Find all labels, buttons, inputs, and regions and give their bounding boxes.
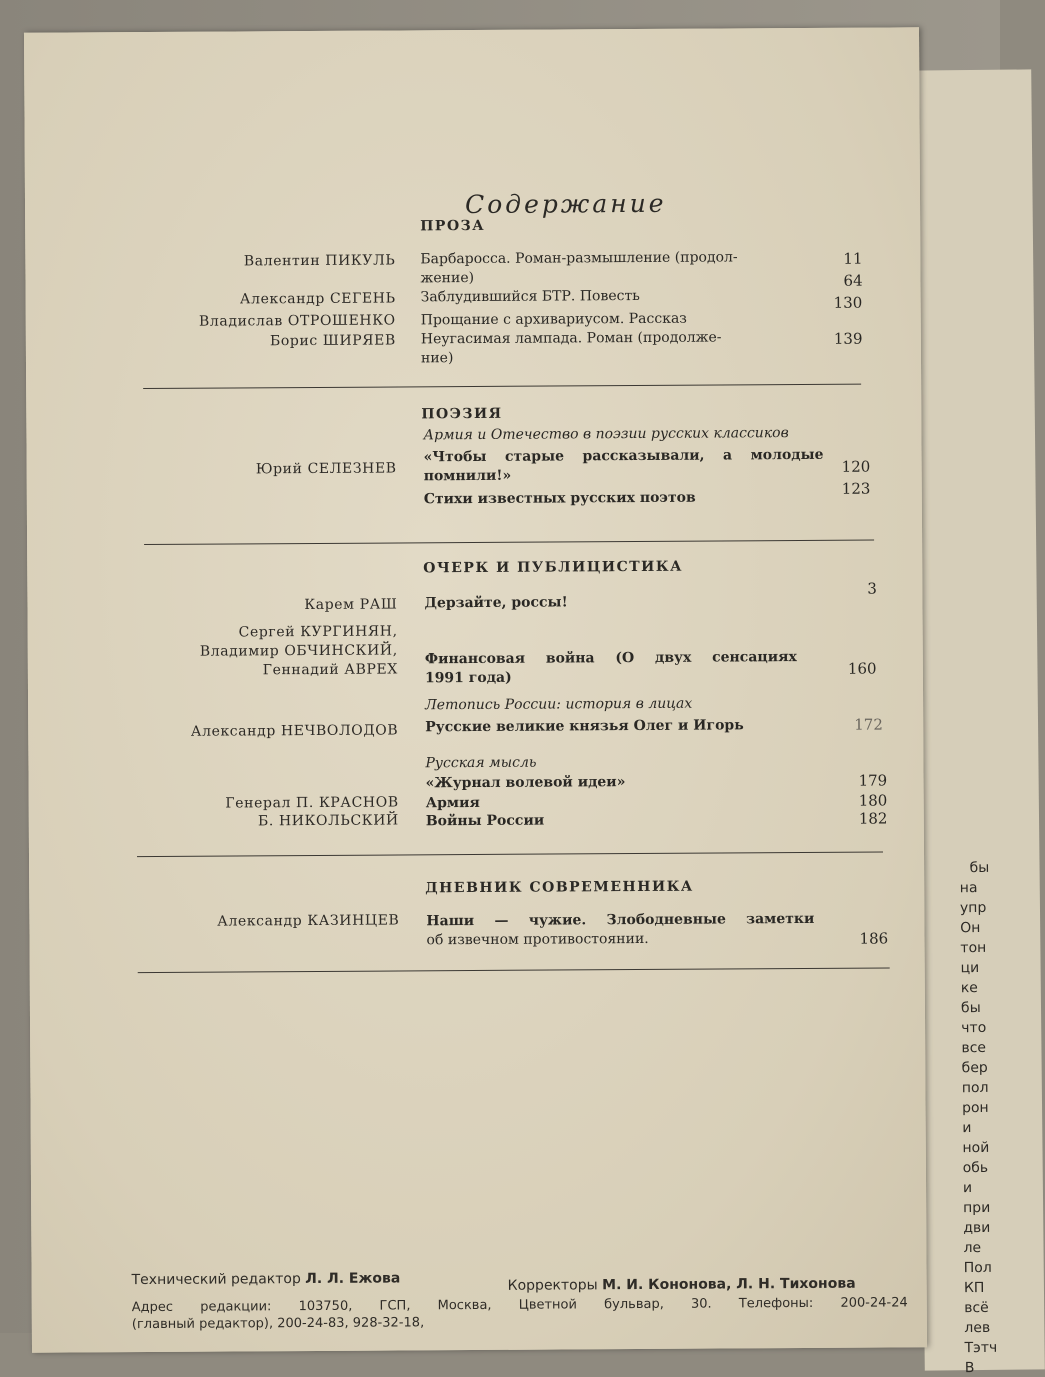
work-title: Стихи известных русских поэтов	[423, 489, 696, 508]
section-title-proza: ПРОЗА	[420, 217, 486, 235]
adjacent-text-fragment: ци	[960, 960, 980, 977]
tech-editor-credit	[132, 1270, 401, 1288]
work-line: Наши — чужие. Злободневные заметки	[426, 910, 815, 930]
author-group	[200, 622, 398, 680]
work-title: Войны России	[425, 812, 545, 830]
work-title	[424, 446, 824, 486]
section-title-dnevnik: ДНЕВНИК СОВРЕМЕННИКА	[425, 878, 694, 897]
adjacent-text-fragment: лев	[964, 1319, 991, 1337]
section-divider	[138, 967, 890, 973]
author-krasnov: Генерал П. КРАСНОВ	[225, 794, 399, 812]
adjacent-text-fragment: обь	[962, 1159, 989, 1177]
adjacent-text-fragment: рон	[961, 1099, 989, 1117]
work-line: помнили!»	[423, 467, 512, 485]
adjacent-text-fragment: ной	[962, 1139, 990, 1157]
page-title: Содержание	[464, 188, 667, 220]
adjacent-text-fragment: что	[961, 1019, 987, 1037]
subsection-title: Армия и Отечество в поэзии русских классиков	[423, 425, 789, 444]
author-rash: Карем РАШ	[304, 596, 398, 614]
section-divider	[143, 384, 861, 389]
work-title: Русские великие князья Олег и Игорь	[425, 717, 744, 736]
adjacent-text-fragment: Пол	[963, 1259, 992, 1277]
credit-label: Корректоры	[507, 1277, 598, 1294]
work-line: ние)	[420, 350, 454, 367]
page-number: 180	[858, 791, 888, 810]
work-line: Финансовая война (О двух сенсациях	[424, 649, 797, 668]
page-number: 186	[859, 929, 889, 948]
adjacent-text-fragment: бы	[969, 859, 990, 877]
author-nechvolodov: Александр НЕЧВОЛОДОВ	[190, 722, 399, 740]
adjacent-text-fragment: на	[959, 880, 978, 897]
page-number: 11	[843, 249, 863, 268]
work-title: Заблудившийся БТР. Повесть	[420, 287, 640, 306]
editorial-address: Адрес редакции: 103750, ГСП, Москва, Цветной бульвар, 30. Телефоны: 200-24-24	[131, 1295, 908, 1316]
work-title	[426, 910, 814, 950]
author-segen: Александр СЕГЕНЬ	[239, 290, 396, 308]
adjacent-text-fragment: дви	[963, 1219, 991, 1237]
page-number: 130	[833, 293, 863, 312]
author-name: Геннадий АВРЕХ	[262, 661, 398, 679]
adjacent-text-fragment: ле	[963, 1239, 982, 1257]
page-number: 123	[841, 479, 871, 498]
author-name: Владимир ОБЧИНСКИЙ,	[199, 642, 398, 660]
page-number: 120	[841, 457, 871, 476]
author-shiryaev: Борис ШИРЯЕВ	[269, 332, 396, 350]
author-otroshenko: Владислав ОТРОШЕНКО	[198, 312, 396, 330]
contents-page	[24, 27, 927, 1352]
credit-name: М. И. Кононова, Л. Н. Тихонова	[602, 1275, 856, 1294]
adjacent-text-fragment: Он	[960, 919, 981, 937]
page-number: 64	[843, 271, 863, 290]
work-title: Дерзайте, россы!	[424, 594, 568, 612]
author-pikul: Валентин ПИКУЛЬ	[243, 252, 396, 270]
page-number: 160	[847, 659, 877, 678]
author-name: Сергей КУРГИНЯН,	[238, 623, 398, 641]
adjacent-text-fragment: упр	[959, 899, 987, 917]
adjacent-text-fragment: при	[963, 1199, 991, 1217]
subsection-title: Летопись России: история в лицах	[425, 695, 693, 714]
author-nikolsky: Б. НИКОЛЬСКИЙ	[257, 812, 399, 830]
page-number: 182	[858, 809, 888, 828]
subsection-title: Русская мысль	[425, 754, 537, 772]
credit-label: Технический редактор	[131, 1271, 301, 1289]
work-title: Армия	[425, 794, 480, 812]
work-title	[421, 328, 722, 368]
work-title	[420, 248, 737, 288]
section-divider	[137, 852, 883, 858]
work-line: об извечном противостоянии.	[426, 930, 649, 949]
work-line: Неугасимая лампада. Роман (продолже-	[420, 329, 722, 348]
author-seleznev: Юрий СЕЛЕЗНЕВ	[255, 460, 397, 478]
adjacent-page	[911, 69, 1045, 1377]
page-number: 172	[854, 715, 883, 734]
work-line: 1991 года)	[424, 669, 512, 687]
adjacent-text-fragment: всё	[964, 1299, 989, 1317]
section-divider	[144, 540, 874, 545]
page-number: 139	[833, 329, 863, 348]
adjacent-text-fragment: Тэтч	[964, 1339, 998, 1357]
adjacent-text-fragment: бер	[961, 1059, 988, 1077]
work-line: «Чтобы старые рассказывали, а молодые	[423, 446, 824, 466]
editorial-phones: (главный редактор), 200-24-83, 928-32-18,	[131, 1315, 425, 1333]
work-title: «Журнал волевой идеи»	[425, 774, 626, 792]
page-number: 179	[858, 771, 888, 790]
work-title	[425, 648, 797, 688]
author-kazintsev: Александр КАЗИНЦЕВ	[217, 912, 400, 930]
work-line: Барбаросса. Роман-размышление (продол-	[420, 249, 738, 268]
section-title-poeziya: ПОЭЗИЯ	[421, 405, 503, 423]
adjacent-text-fragment: тон	[960, 939, 987, 957]
correctors-credit	[508, 1276, 856, 1294]
page-number: 3	[867, 579, 877, 598]
adjacent-text-fragment: пол	[961, 1079, 989, 1097]
work-line: жение)	[420, 270, 475, 287]
adjacent-text-fragment: все	[961, 1039, 987, 1057]
section-title-ocherk: ОЧЕРК И ПУБЛИЦИСТИКА	[423, 558, 684, 577]
adjacent-text-fragment: и	[962, 1180, 973, 1197]
credit-name: Л. Л. Ежова	[305, 1270, 401, 1288]
adjacent-text-fragment: В	[964, 1360, 975, 1377]
adjacent-text-fragment: и	[962, 1120, 972, 1137]
work-title: Прощание с архивариусом. Рассказ	[420, 310, 687, 329]
adjacent-text-fragment: бы	[960, 999, 981, 1017]
adjacent-text-fragment: ке	[960, 980, 978, 997]
adjacent-text-fragment: КП	[963, 1279, 985, 1297]
